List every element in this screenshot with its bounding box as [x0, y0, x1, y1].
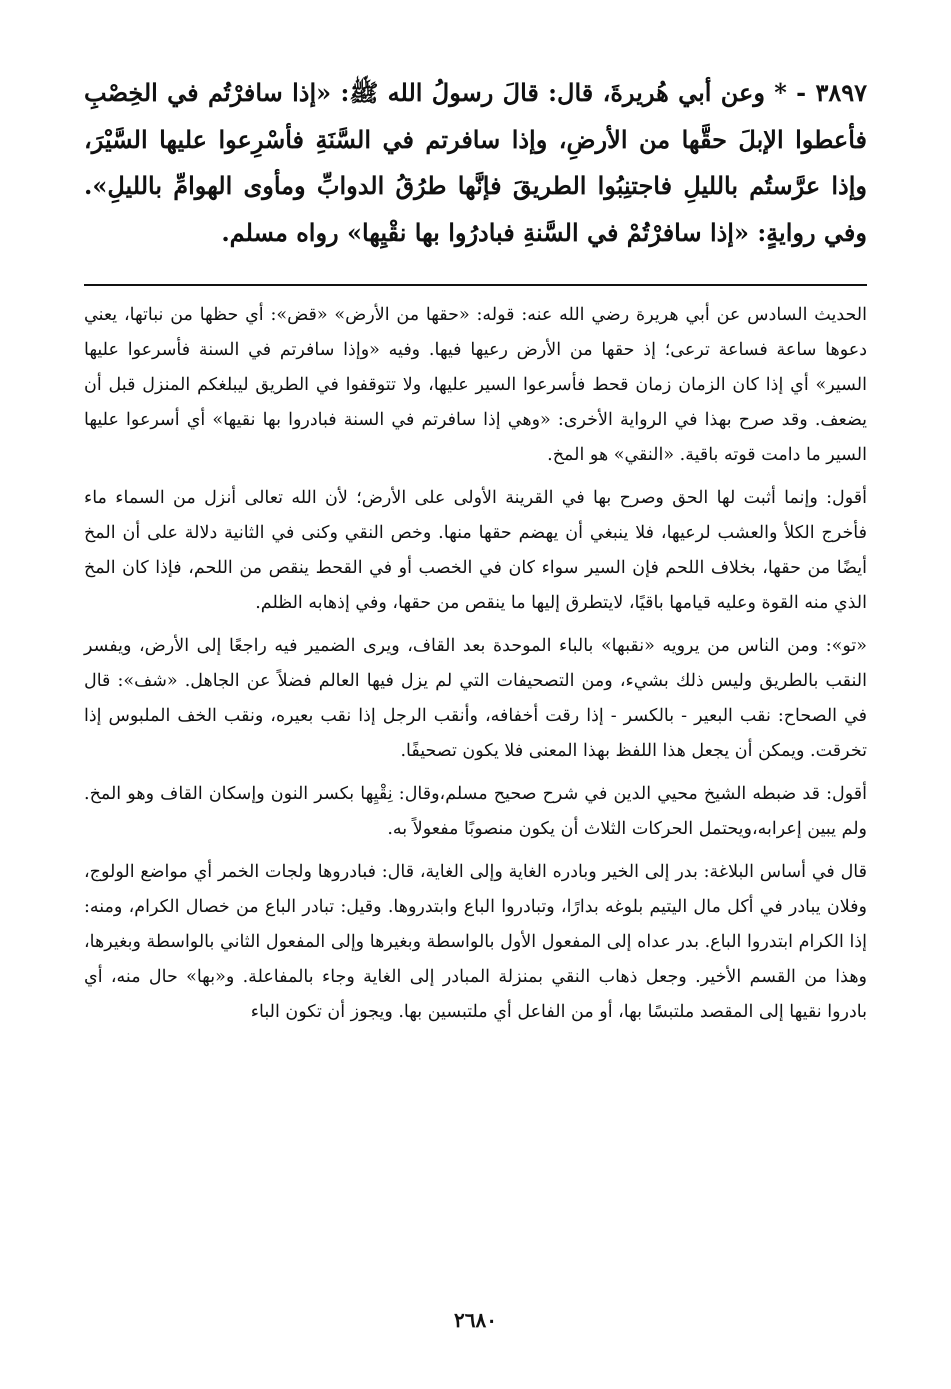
page-number: ٢٦٨٠	[454, 1308, 497, 1332]
separator-rule	[84, 284, 867, 286]
hadith-text: ٣٨٩٧ - * وعن أبي هُريرةَ، قال: قالَ رسولُ الله ﷺ: «إذا سافرْتُم في الخِصْبِ فأعطوا الإبلَ حقَّها من الأرضِ، وإذا سافرتم في السَّنَةِ فأسْرِعوا عليها السَّيْرَ، وإذا عرَّستُم بالليلِ فاجتنِبُوا الطريقَ فإنَّها طرُقُ الدوابِّ ومأوى الهوامِّ بالليلِ». وفي روايةٍ: «إذا سافرْتُمْ في السَّنةِ فبادرُوا بها نقْيِها» رواه مسلم.	[84, 78, 867, 247]
commentary-paragraph-5: قال في أساس البلاغة: بدر إلى الخير وبادره الغاية وإلى الغاية، قال: فبادروها ولجات الخمر أي مواضع الولوج، وفلان يبادر في أكل مال اليتيم بلوغه بدارًا، وتبادروا الباع وابتدروها. وقيل: تبادر الباع من خصال الكرام، ومنه: إذا الكرام ابتدروا الباع. بدر عداه إلى المفعول الأول بالواسطة وبغيرها وإلى المفعول الثاني بالواسطة وبغيرها، وهذا من القسم الأخير. وجعل ذهاب النقي بمنزلة المبادر إلى الغاية وجاء بالمفاعلة. و«بها» حال منه، أي بادروا نقيها إلى المقصد ملتبسًا بها، أو من الفاعل أي ملتبسين بها. ويجوز أن تكون الباء	[84, 862, 868, 1022]
commentary-paragraph-2: أقول: وإنما أثبت لها الحق وصرح بها في القرينة الأولى على الأرض؛ لأن الله تعالى أنزل من السماء ماء فأخرج الكلأ والعشب لرعيها، فلا ينبغي أن يهضم حقها منها. وخص النقي وكنى في الثانية دلالة على أن المخ أيضًا من حقها، بخلاف اللحم فإن السير سواء كان في الخصب أو في القحط ينقص من اللحم، فإذا كان المخ الذي منه القوة وعليه قيامها باقيًا، لايتطرق إليها ما ينقص من حقها، وفي إذهابه الظلم.	[84, 488, 867, 613]
hadith-block	[84, 70, 867, 256]
commentary-paragraph-3: «تو»: ومن الناس من يرويه «نقبها» بالباء الموحدة بعد القاف، ويرى الضمير فيه راجعًا إلى الأرض، ويفسر النقب بالطريق وليس ذلك بشيء، ومن التصحيفات التي لم يزل فيها العالم فضلاً عن الجاهل. «شف»: قال في الصحاح: نقب البعير - بالكسر - إذا رقت أخفافه، وأنقب الرجل إذا نقب بعيره، ونقب الخف الملبوس إذا تخرقت. ويمكن أن يجعل هذا اللفظ بهذا المعنى فلا يكون تصحيفًا.	[84, 636, 867, 761]
commentary-paragraph-4: أقول: قد ضبطه الشيخ محيي الدين في شرح صحيح مسلم،وقال: نِقْيِها بكسر النون وإسكان القاف وهو المخ. ولم يبين إعرابه،ويحتمل الحركات الثلاث أن يكون منصوبًا مفعولاً به.	[84, 784, 867, 839]
commentary-block	[84, 298, 867, 1038]
commentary-paragraph-1: الحديث السادس عن أبي هريرة رضي الله عنه: قوله: «حقها من الأرض» «قض»: أي حظها من نباتها، يعني دعوها ساعة فساعة ترعى؛ إذ حقها من الأرض رعيها فيها. وفيه «وإذا سافرتم في السنة فأسرعوا عليها السير» أي إذا كان الزمان زمان قحط فأسرعوا السير عليها، ولا تتوقفوا في الطريق ليبلغكم المنزل قبل أن يضعف. وقد صرح بهذا في الرواية الأخرى: «وهي إذا سافرتم في السنة فبادروا بها نقيها» أي أسرعوا عليها السير ما دامت قوته باقية. «النقي» هو المخ.	[84, 305, 867, 465]
